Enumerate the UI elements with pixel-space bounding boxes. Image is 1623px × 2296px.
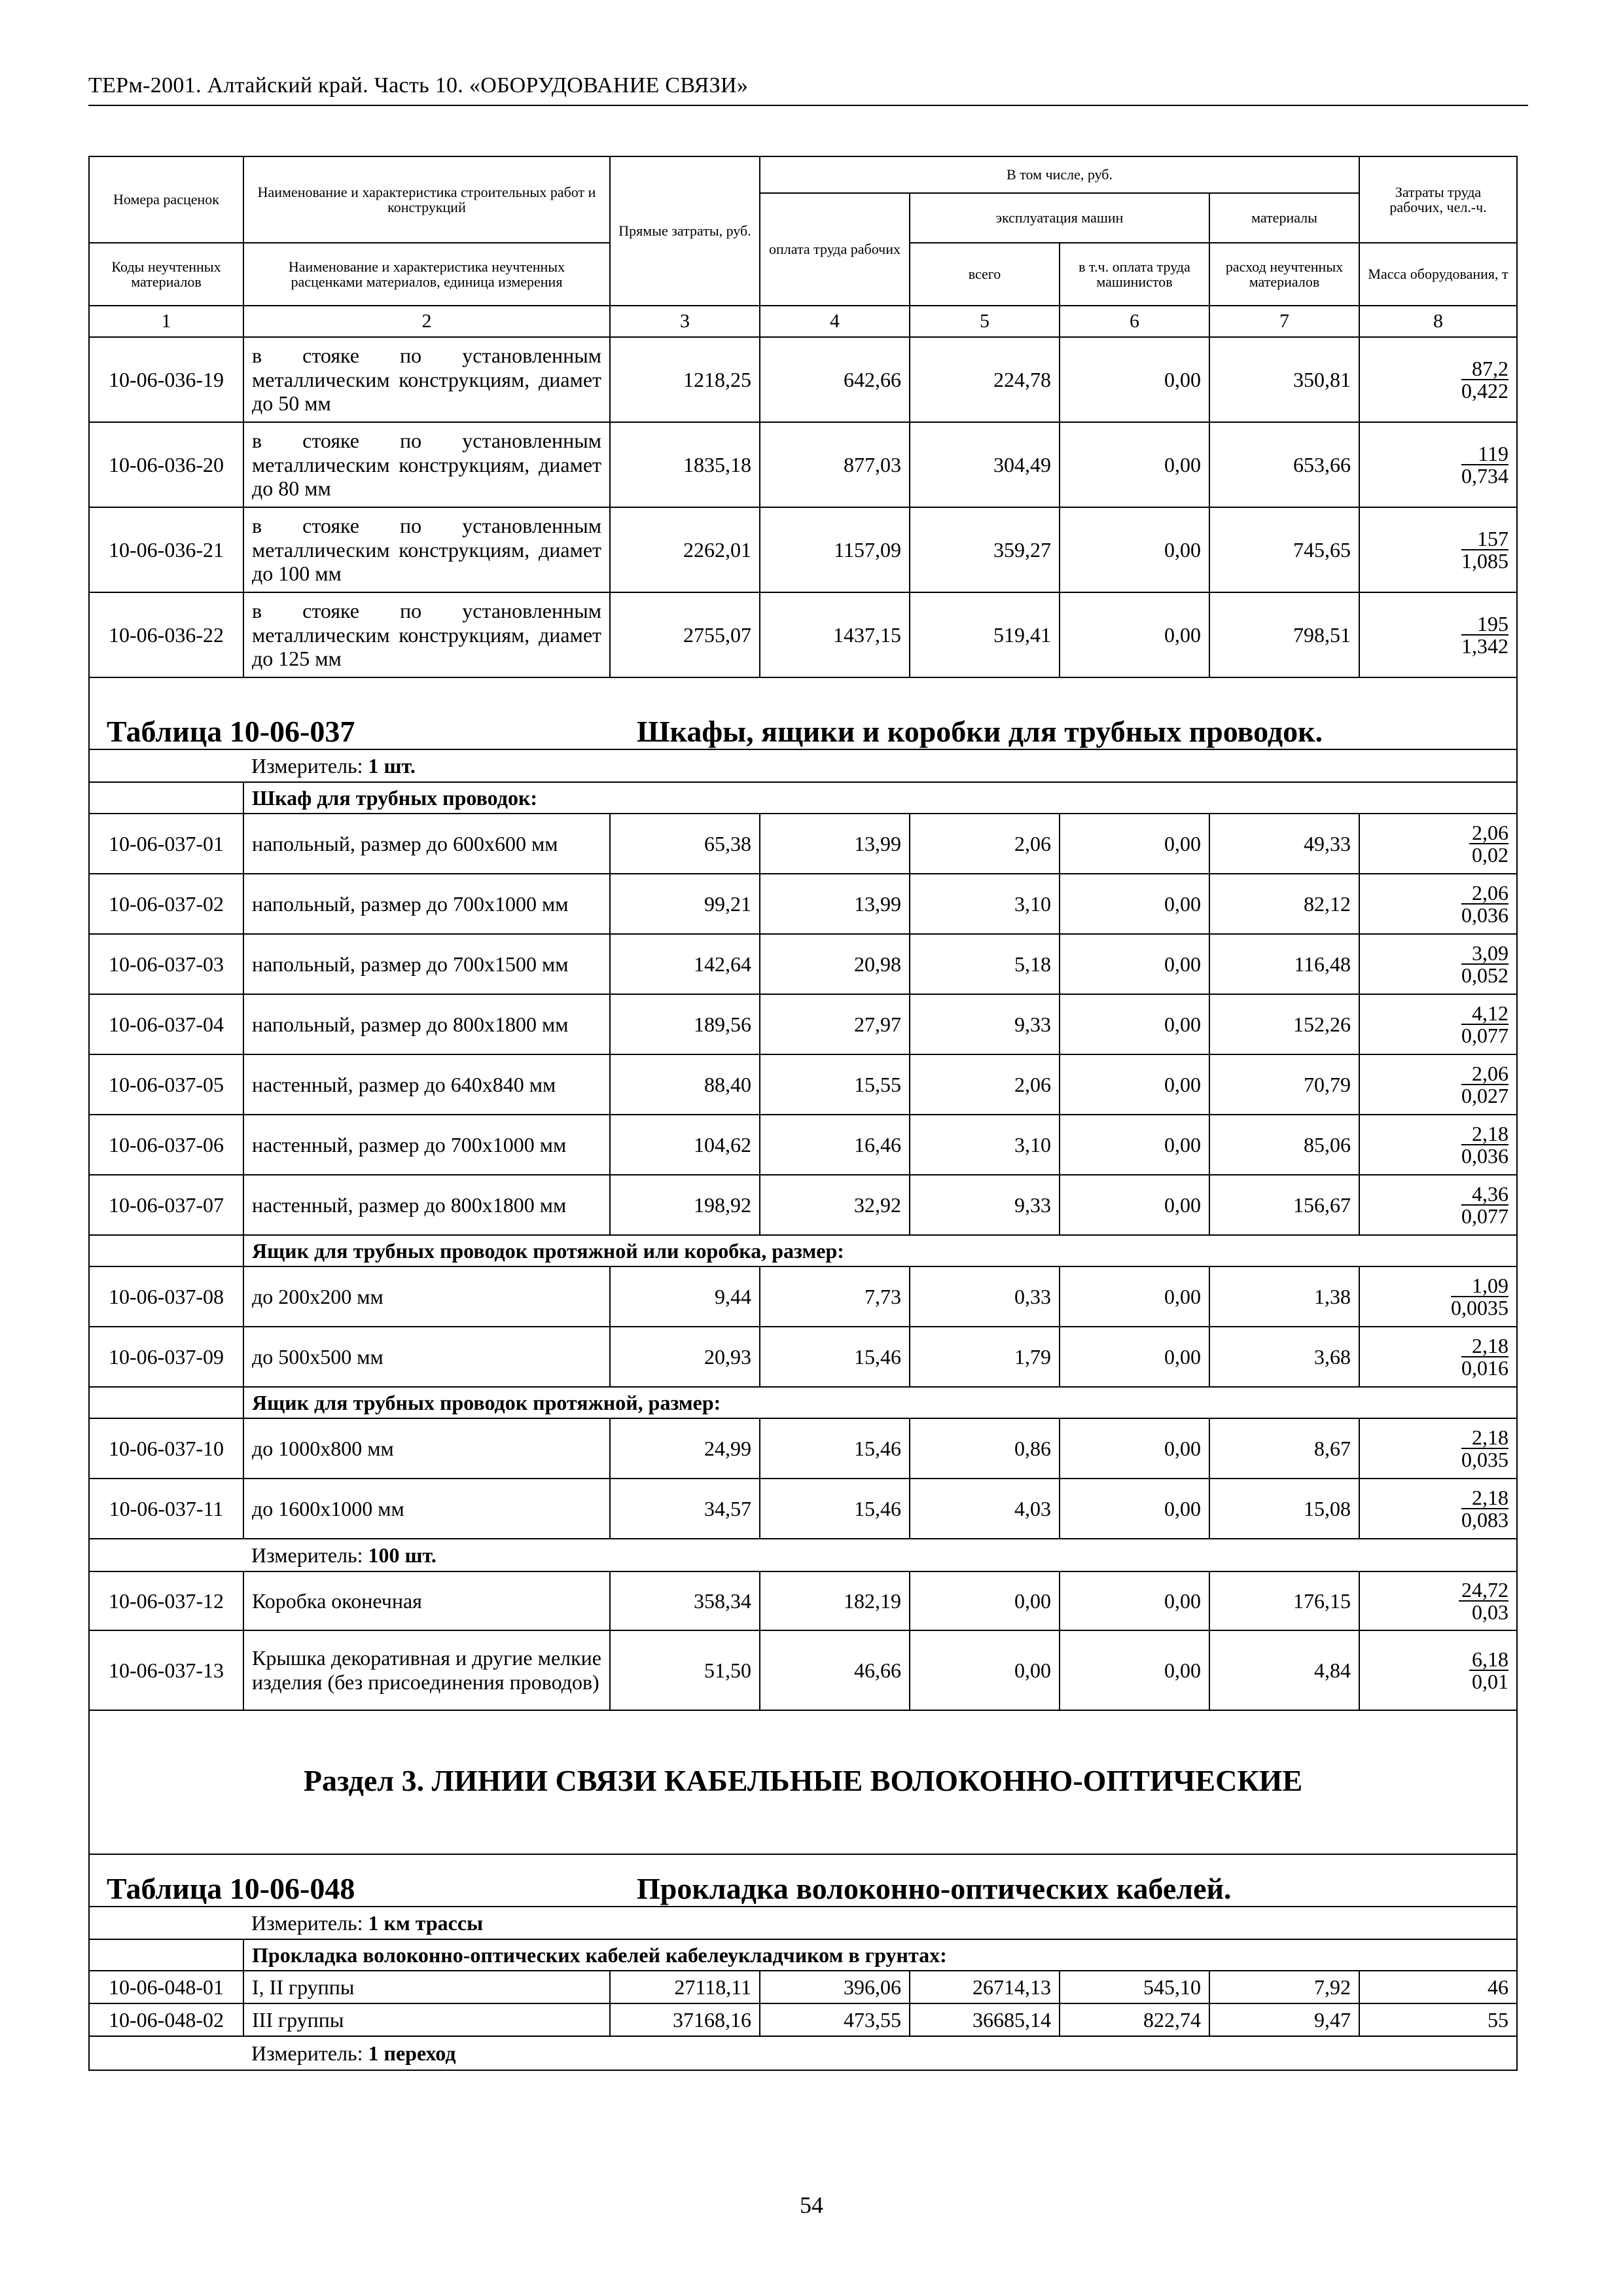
labor-pay: 396,06 [760,1971,910,2003]
labor-hours: 2,06 [1469,822,1508,844]
equipment-mass: 1,342 [1461,634,1509,658]
materials-cost: 176,15 [1209,1571,1359,1630]
header-rate-numbers: Номера расценок [89,156,243,243]
labor-hours: 195 [1461,613,1508,636]
machines-total: 9,33 [910,1175,1060,1235]
rate-code: 10-06-048-01 [89,1971,243,2003]
direct-costs: 1218,25 [610,337,760,422]
machines-total: 0,00 [910,1630,1060,1710]
labor-hours: 55 [1359,2003,1517,2036]
measure-row [243,1907,1517,1939]
table-title-block [89,677,1517,749]
equipment-mass: 0,03 [1472,1600,1509,1624]
rate-code: 10-06-037-03 [89,934,243,994]
materials-cost: 1,38 [1209,1266,1359,1327]
machines-total: 3,10 [910,1115,1060,1175]
materials-cost: 7,92 [1209,1971,1359,2003]
direct-costs: 189,56 [610,994,760,1054]
spacer-cell [89,1235,243,1266]
machinist-pay: 0,00 [1060,422,1209,507]
header-labor-hours: Затраты труда рабочих, чел.-ч. [1359,156,1517,243]
labor-mass-fraction [1461,1487,1508,1530]
labor-hours: 2,06 [1461,1063,1508,1085]
labor-pay: 46,66 [760,1630,910,1710]
machinist-pay: 545,10 [1060,1971,1209,2003]
table-row [89,422,1517,507]
direct-costs: 20,93 [610,1327,760,1387]
equipment-mass: 0,077 [1461,1024,1509,1047]
labor-hours: 24,72 [1459,1579,1508,1602]
work-description: до 1000x800 мм [243,1418,610,1479]
measure-value: 100 шт. [368,1543,437,1567]
equipment-mass: 0,01 [1472,1670,1509,1693]
measure-label: Измеритель: [251,1910,363,1935]
materials-cost: 798,51 [1209,592,1359,677]
machines-total: 0,86 [910,1418,1060,1479]
group-heading: Прокладка волоконно-оптических кабелей кабелеукладчиком в грунтах: [243,1939,1517,1971]
equipment-mass: 0,0035 [1451,1296,1509,1319]
labor-and-mass-cell [1359,994,1517,1054]
table-title-block [89,1854,1517,1907]
labor-and-mass-cell [1359,814,1517,874]
work-description: до 200x200 мм [243,1266,610,1327]
equipment-mass: 1,085 [1461,549,1509,573]
rate-code: 10-06-037-11 [89,1479,243,1539]
machinist-pay: 0,00 [1060,337,1209,422]
labor-and-mass-cell [1359,1630,1517,1710]
table-row [89,337,1517,422]
machines-total: 519,41 [910,592,1060,677]
direct-costs: 198,92 [610,1175,760,1235]
spacer-cell [89,1907,243,1939]
machinist-pay: 0,00 [1060,1327,1209,1387]
labor-hours: 1,09 [1451,1275,1508,1297]
section-title: Раздел 3. ЛИНИИ СВЯЗИ КАБЕЛЬНЫЕ ВОЛОКОННО-ОПТИЧЕСКИЕ [303,1764,1303,1797]
machinist-pay: 822,74 [1060,2003,1209,2036]
section-block [89,1710,1517,1854]
labor-mass-fraction [1461,882,1508,925]
direct-costs: 1835,18 [610,422,760,507]
labor-and-mass-cell [1359,1115,1517,1175]
labor-hours: 2,06 [1461,882,1508,905]
labor-and-mass-cell [1359,1418,1517,1479]
header-in-that-number: В том числе, руб. [760,156,1359,193]
labor-pay: 1437,15 [760,592,910,677]
direct-costs: 104,62 [610,1115,760,1175]
labor-pay: 877,03 [760,422,910,507]
direct-costs: 65,38 [610,814,760,874]
column-number: 4 [760,306,910,337]
table-title: Таблица 10-06-037 [107,715,355,748]
labor-pay: 27,97 [760,994,910,1054]
machinist-pay: 0,00 [1060,1630,1209,1710]
work-description: в стояке по установленным металлическим конструкциям, диамет до 80 мм [243,422,610,507]
column-number: 7 [1209,306,1359,337]
equipment-mass: 0,077 [1461,1204,1509,1228]
labor-hours: 87,2 [1461,358,1508,380]
header-unaccounted-materials: расход неучтенных материалов [1209,243,1359,306]
labor-mass-fraction [1461,1123,1508,1166]
labor-hours: 119 [1461,443,1508,465]
column-number: 5 [910,306,1060,337]
measure-row [243,1539,1517,1571]
table-row [89,994,1517,1054]
materials-cost: 116,48 [1209,934,1359,994]
labor-mass-fraction [1469,822,1508,865]
direct-costs: 99,21 [610,874,760,934]
labor-mass-fraction [1461,1183,1508,1227]
rate-code: 10-06-037-10 [89,1418,243,1479]
direct-costs: 24,99 [610,1418,760,1479]
rate-code: 10-06-037-12 [89,1571,243,1630]
table-row [89,814,1517,874]
rate-code: 10-06-036-22 [89,592,243,677]
table-row [89,1630,1517,1710]
labor-hours: 157 [1461,528,1508,550]
machines-total: 0,00 [910,1571,1060,1630]
equipment-mass: 0,016 [1461,1356,1509,1380]
header-rule [88,105,1528,106]
rate-code: 10-06-037-07 [89,1175,243,1235]
machines-total: 1,79 [910,1327,1060,1387]
labor-mass-fraction [1469,1649,1508,1692]
group-heading: Шкаф для трубных проводок: [243,782,1517,814]
machinist-pay: 0,00 [1060,1175,1209,1235]
spacer-cell [89,2036,243,2070]
labor-mass-fraction [1461,613,1508,656]
work-description: настенный, размер до 700x1000 мм [243,1115,610,1175]
labor-pay: 13,99 [760,874,910,934]
direct-costs: 142,64 [610,934,760,994]
header-equipment-mass: Масса оборудования, т [1359,243,1517,306]
machines-total: 0,33 [910,1266,1060,1327]
spacer-cell [89,782,243,814]
materials-cost: 653,66 [1209,422,1359,507]
measure-label: Измеритель: [251,753,363,778]
labor-and-mass-cell [1359,934,1517,994]
labor-and-mass-cell [1359,592,1517,677]
labor-hours: 2,18 [1461,1487,1508,1509]
labor-and-mass-cell [1359,1175,1517,1235]
materials-cost: 8,67 [1209,1418,1359,1479]
materials-cost: 82,12 [1209,874,1359,934]
work-description: в стояке по установленным металлическим конструкциям, диамет до 100 мм [243,507,610,592]
labor-pay: 15,55 [760,1054,910,1115]
work-description: в стояке по установленным металлическим конструкциям, диамет до 125 мм [243,592,610,677]
work-description: напольный, размер до 700x1500 мм [243,934,610,994]
direct-costs: 34,57 [610,1479,760,1539]
direct-costs: 27118,11 [610,1971,760,2003]
measure-row [243,749,1517,782]
machines-total: 2,06 [910,1054,1060,1115]
spacer-cell [89,749,243,782]
materials-cost: 3,68 [1209,1327,1359,1387]
rate-code: 10-06-037-13 [89,1630,243,1710]
machines-total: 3,10 [910,874,1060,934]
equipment-mass: 0,422 [1461,379,1509,403]
column-number: 8 [1359,306,1517,337]
materials-cost: 745,65 [1209,507,1359,592]
spacer-cell [89,1939,243,1971]
work-description: Коробка оконечная [243,1571,610,1630]
labor-mass-fraction [1461,528,1508,571]
machinist-pay: 0,00 [1060,592,1209,677]
header-labor-pay: оплата труда рабочих [760,193,910,306]
materials-cost: 152,26 [1209,994,1359,1054]
page-number: 54 [800,2192,823,2218]
table-row [89,1266,1517,1327]
direct-costs: 37168,16 [610,2003,760,2036]
measure-value: 1 переход [368,2041,456,2065]
labor-hours: 4,12 [1461,1003,1508,1025]
labor-mass-fraction [1461,1335,1508,1378]
labor-mass-fraction [1461,358,1508,401]
equipment-mass: 0,036 [1461,903,1509,927]
table-caption: Шкафы, ящики и коробки для трубных проводок. [637,715,1323,748]
header-materials: материалы [1209,193,1359,243]
machines-total: 36685,14 [910,2003,1060,2036]
header-machines-total: всего [910,243,1060,306]
running-head: ТЕРм-2001. Алтайский край. Часть 10. «ОБОРУДОВАНИЕ СВЯЗИ» [88,73,749,98]
machinist-pay: 0,00 [1060,1115,1209,1175]
direct-costs: 88,40 [610,1054,760,1115]
rate-code: 10-06-037-08 [89,1266,243,1327]
labor-hours: 46 [1359,1971,1517,2003]
measure-value: 1 шт. [368,753,416,778]
header-work-name: Наименование и характеристика строительных работ и конструкций [243,156,610,243]
table-row [89,874,1517,934]
table-row [89,1479,1517,1539]
materials-cost: 15,08 [1209,1479,1359,1539]
table-row [89,1571,1517,1630]
machinist-pay: 0,00 [1060,1571,1209,1630]
column-number: 2 [243,306,610,337]
labor-pay: 15,46 [760,1418,910,1479]
materials-cost: 350,81 [1209,337,1359,422]
labor-and-mass-cell [1359,1479,1517,1539]
column-number: 1 [89,306,243,337]
table-row [89,1971,1517,2003]
rates-table [88,156,1518,2071]
work-description: Крышка декоративная и другие мелкие изделия (без присоединения проводов) [243,1630,610,1710]
equipment-mass: 0,036 [1461,1144,1509,1168]
materials-cost: 49,33 [1209,814,1359,874]
work-description: до 1600x1000 мм [243,1479,610,1539]
machinist-pay: 0,00 [1060,994,1209,1054]
rate-code: 10-06-037-04 [89,994,243,1054]
machinist-pay: 0,00 [1060,1418,1209,1479]
header-direct-costs: Прямые затраты, руб. [610,156,760,306]
measure-label: Измеритель: [251,1543,363,1567]
labor-hours: 2,18 [1461,1123,1508,1145]
equipment-mass: 0,02 [1472,843,1509,867]
labor-pay: 1157,09 [760,507,910,592]
machinist-pay: 0,00 [1060,874,1209,934]
machinist-pay: 0,00 [1060,814,1209,874]
rate-code: 10-06-036-20 [89,422,243,507]
rate-code: 10-06-048-02 [89,2003,243,2036]
machinist-pay: 0,00 [1060,1479,1209,1539]
machinist-pay: 0,00 [1060,507,1209,592]
labor-and-mass-cell [1359,337,1517,422]
labor-pay: 16,46 [760,1115,910,1175]
table-row [89,1175,1517,1235]
spacer-cell [89,1387,243,1418]
machines-total: 224,78 [910,337,1060,422]
labor-and-mass-cell [1359,507,1517,592]
table-row [89,507,1517,592]
equipment-mass: 0,083 [1461,1508,1509,1532]
labor-pay: 15,46 [760,1479,910,1539]
work-description: до 500x500 мм [243,1327,610,1387]
table-row [89,1054,1517,1115]
table-row [89,934,1517,994]
table-row [89,2003,1517,2036]
direct-costs: 2262,01 [610,507,760,592]
machines-total: 359,27 [910,507,1060,592]
labor-mass-fraction [1461,1427,1508,1470]
labor-pay: 642,66 [760,337,910,422]
group-heading: Ящик для трубных проводок протяжной или коробка, размер: [243,1235,1517,1266]
machinist-pay: 0,00 [1060,1266,1209,1327]
table-row [89,1115,1517,1175]
labor-mass-fraction [1461,1003,1508,1046]
table-row [89,1327,1517,1387]
spacer-cell [89,1539,243,1571]
labor-hours: 3,09 [1461,942,1508,965]
work-description: настенный, размер до 800x1800 мм [243,1175,610,1235]
header-material-names: Наименование и характеристика неучтенных расценками материалов, единица измерения [243,243,610,306]
labor-pay: 7,73 [760,1266,910,1327]
column-number: 3 [610,306,760,337]
labor-mass-fraction [1459,1579,1508,1623]
work-description: I, II группы [243,1971,610,2003]
labor-and-mass-cell [1359,1054,1517,1115]
materials-cost: 85,06 [1209,1115,1359,1175]
machines-total: 2,06 [910,814,1060,874]
machines-total: 9,33 [910,994,1060,1054]
rate-code: 10-06-037-01 [89,814,243,874]
header-machines: эксплуатация машин [910,193,1209,243]
machines-total: 4,03 [910,1479,1060,1539]
rate-code: 10-06-037-09 [89,1327,243,1387]
labor-pay: 182,19 [760,1571,910,1630]
machines-total: 26714,13 [910,1971,1060,2003]
table-row [89,592,1517,677]
measure-label: Измеритель: [251,2041,363,2065]
table-row [89,1418,1517,1479]
labor-hours: 4,36 [1461,1183,1508,1206]
materials-cost: 156,67 [1209,1175,1359,1235]
table-title: Таблица 10-06-048 [107,1872,355,1905]
equipment-mass: 0,734 [1461,464,1509,488]
header-material-codes: Коды неучтенных материалов [89,243,243,306]
labor-hours: 2,18 [1461,1335,1508,1357]
materials-cost: 70,79 [1209,1054,1359,1115]
labor-mass-fraction [1451,1275,1508,1318]
direct-costs: 51,50 [610,1630,760,1710]
table-caption: Прокладка волоконно-оптических кабелей. [637,1872,1232,1905]
measure-value: 1 км трассы [368,1910,484,1935]
labor-and-mass-cell [1359,1327,1517,1387]
labor-hours: 6,18 [1469,1649,1508,1671]
work-description: напольный, размер до 600x600 мм [243,814,610,874]
equipment-mass: 0,027 [1461,1084,1509,1107]
equipment-mass: 0,035 [1461,1448,1509,1471]
rate-code: 10-06-037-02 [89,874,243,934]
labor-and-mass-cell [1359,874,1517,934]
labor-mass-fraction [1461,1063,1508,1106]
machines-total: 304,49 [910,422,1060,507]
work-description: настенный, размер до 640x840 мм [243,1054,610,1115]
work-description: напольный, размер до 800x1800 мм [243,994,610,1054]
labor-pay: 473,55 [760,2003,910,2036]
direct-costs: 358,34 [610,1571,760,1630]
direct-costs: 2755,07 [610,592,760,677]
labor-and-mass-cell [1359,1571,1517,1630]
column-number: 6 [1060,306,1209,337]
equipment-mass: 0,052 [1461,963,1509,987]
labor-mass-fraction [1461,942,1508,986]
work-description: III группы [243,2003,610,2036]
labor-and-mass-cell [1359,1266,1517,1327]
labor-pay: 20,98 [760,934,910,994]
labor-and-mass-cell [1359,422,1517,507]
labor-pay: 32,92 [760,1175,910,1235]
work-description: напольный, размер до 700x1000 мм [243,874,610,934]
machines-total: 5,18 [910,934,1060,994]
labor-pay: 13,99 [760,814,910,874]
header-machinist-pay: в т.ч. оплата труда машинистов [1060,243,1209,306]
machinist-pay: 0,00 [1060,1054,1209,1115]
labor-mass-fraction [1461,443,1508,486]
rate-code: 10-06-037-05 [89,1054,243,1115]
materials-cost: 4,84 [1209,1630,1359,1710]
labor-pay: 15,46 [760,1327,910,1387]
group-heading: Ящик для трубных проводок протяжной, размер: [243,1387,1517,1418]
materials-cost: 9,47 [1209,2003,1359,2036]
rate-code: 10-06-036-19 [89,337,243,422]
labor-hours: 2,18 [1461,1427,1508,1449]
measure-row [243,2036,1517,2070]
direct-costs: 9,44 [610,1266,760,1327]
machinist-pay: 0,00 [1060,934,1209,994]
rate-code: 10-06-036-21 [89,507,243,592]
rate-code: 10-06-037-06 [89,1115,243,1175]
work-description: в стояке по установленным металлическим конструкциям, диамет до 50 мм [243,337,610,422]
